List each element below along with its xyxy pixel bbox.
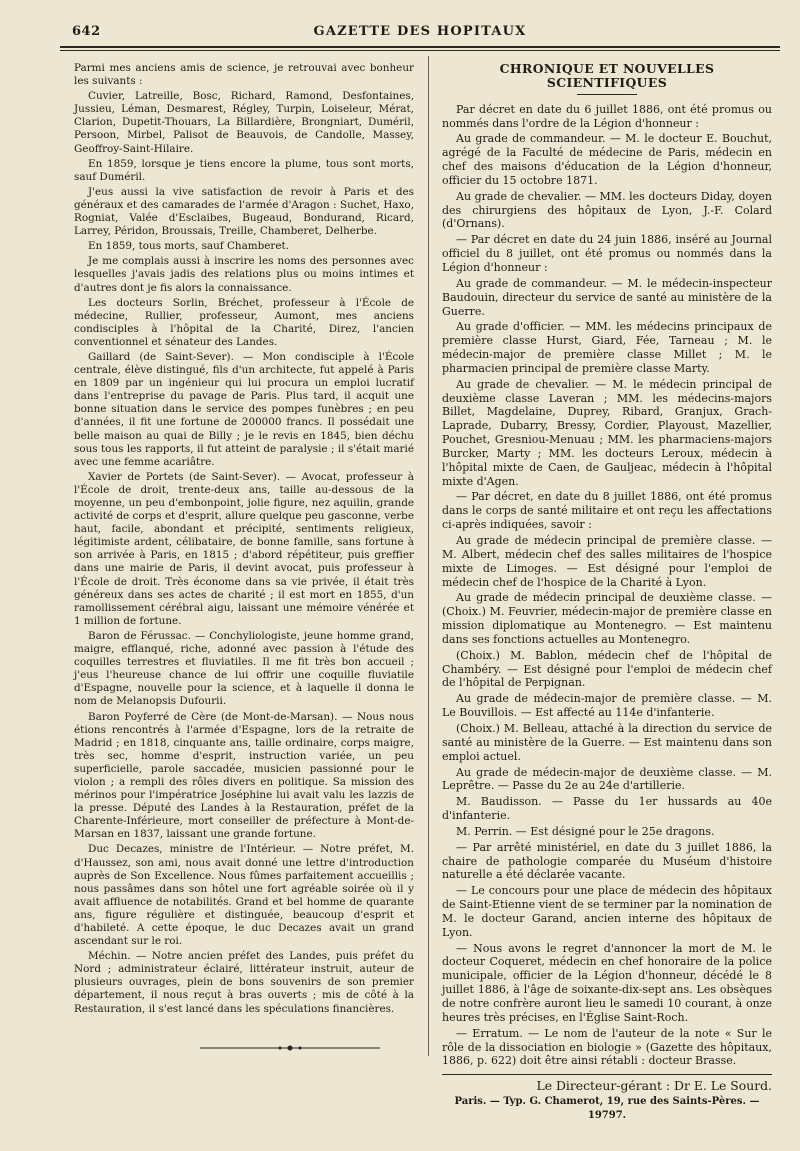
paragraph: — Le concours pour une place de médecin des hôpitaux de Saint-Etienne vient de se terminer par la nomination de M. le docteur Garand, ancien interne des hôpitaux de Lyon. xyxy=(442,884,772,939)
paragraph: En 1859, lorsque je tiens encore la plume, tous sont morts, sauf Duméril. xyxy=(74,157,414,183)
paragraph: (Choix.) M. Belleau, attaché à la direction du service de santé au ministère de la Guerre. — Est maintenu dans son emploi actuel. xyxy=(442,721,772,763)
paragraph: M. Perrin. — Est désigné pour le 25e dragons. xyxy=(456,824,715,838)
paragraph: Je me complais aussi à inscrire les noms des personnes avec lesquelles j'avais jadis des relations plus ou moins intimes et d'autres dont je fis alors la connaissance. xyxy=(74,255,414,294)
end-ornament xyxy=(200,1044,380,1052)
paragraph: Parmi mes anciens amis de science, je retrouvai avec bonheur les suivants : xyxy=(74,62,414,88)
paragraph: Au grade de médecin-major de première classe. — M. Le Bouvillois. — Est affecté au 114e d'infanterie. xyxy=(442,692,772,720)
paragraph: Xavier de Portets (de Saint-Sever). — Avocat, professeur à l'École de droit, trente-deux ans, taille au-dessous de la moyenne, un peu d'embonpoint, jolie figure, nez aquilin, grande activité de corps et d'esprit, allure quelque peu gasconne, verbe haut, facile, abondant et précipité, sentiments religieux, légitimiste ardent, célibataire, de bonne famille, sans fortune à son arrivée à Paris, en 1815 ; d'abord répétiteur, puis greffier dans une mairie de Paris, il devint avocat, puis professeur à l'École de droit. Très économe dans sa vie privée, il était très généreux dans ses actes de charité ; il est mort en 1855, d'un ramollissement cérébral aigu, laissant une mémoire vénérée et 1 million de fortune. xyxy=(74,470,414,627)
page-header xyxy=(60,22,780,44)
paragraph: Duc Decazes, ministre de l'Intérieur. — Notre préfet, M. d'Haussez, son ami, nous avait donné une lettre d'introduction auprès de Son Excellence. Nous fûmes parfaitement accueillis ; nous passâmes dans son hôtel une fort agréable soirée où il y avait affluence de notabilités. Grand et bel homme de quarante ans, figure régulière et distinguée, beaucoup d'esprit et d'habileté. A cette époque, le duc Decazes avait un grand ascendant sur le roi. xyxy=(74,843,414,948)
paragraph: M. Baudisson. — Passe du 1er hussards au 40e d'infanterie. xyxy=(442,795,772,823)
left-column xyxy=(74,62,414,1018)
paragraph: — Erratum. — Le nom de l'auteur de la note « Sur le rôle de la dissociation en biologie » (Gazette des hôpitaux, 1886, p. 622) doit être ainsi rétabli : docteur Brasse. xyxy=(442,1026,772,1068)
paragraph: Baron Poyferré de Cère (de Mont-de-Marsan). — Nous nous étions rencontrés à l'armée d'Espagne, lors de la retraite de Madrid ; en 1818, cinquante ans, taille ordinaire, corps maigre, très sec, homme d'esprit, instruction variée, un peu superficielle, parole saccadée, musicien passionné pour le violon ; a rempli des rôles divers en politique. Sa mission des mérinos pour l'impératrice Joséphine lui avait valu les lazzis de la presse. Député des Landes à la Restauration, préfet de la Charente-Inférieure, mort conseiller de préfecture à Mont-de-Marsan en 1837, laissant une grande fortune. xyxy=(74,710,414,841)
running-title: GAZETTE DES HOPITAUX xyxy=(313,24,527,39)
page-number: 642 xyxy=(72,24,101,39)
paragraph: Par décret en date du 6 juillet 1886, ont été promus ou nommés dans l'ordre de la Légion d'honneur : xyxy=(442,102,772,130)
column-separator xyxy=(428,56,429,1056)
paragraph: Au grade de commandeur. — M. le docteur E. Bouchut, agrégé de la Faculté de médecine de Paris, médecin en chef des maisons d'éducation de la Légion d'honneur, officier du 15 octobre 1871. xyxy=(442,132,772,187)
paragraph: — Par décret, en date du 8 juillet 1886, ont été promus dans le corps de santé militaire et ont reçu les affectations ci-après indiquées, savoir : xyxy=(442,490,772,532)
paragraph: (Choix.) M. Bablon, médecin chef de l'hôpital de Chambéry. — Est désigné pour l'emploi de médecin chef de l'hôpital de Perpignan. xyxy=(442,648,772,690)
section-title: CHRONIQUE ET NOUVELLES SCIENTIFIQUES xyxy=(499,61,715,90)
paragraph: Au grade de chevalier. — M. le médecin principal de deuxième classe Laveran ; MM. les médecins-majors Billet, Magdelaine, Duprey, Ribard, Granjux, Grach-Laprade, Dubarry, Bressy, Cordier, Playoust, Mazellier, Pouchet, Gresniou-Menuau ; MM. les pharmaciens-majors Burcker, Marty ; MM. les docteurs Leroux, médecin à l'hôpital mixte de Caen, de Gauljeac, médecin à l'hôpital mixte d'Agen. xyxy=(442,377,772,488)
paragraph: J'eus aussi la vive satisfaction de revoir à Paris et des généraux et des camarades de l'armée d'Aragon : Suchet, Haxo, Rogniat, Valée d'Esclaibes, Bugeaud, Bondurand, Ricard, Larrey, Péridon, Broussais, Treille, Chamberet, Delherbe. xyxy=(74,185,414,238)
paragraph: Cuvier, Latreille, Bosc, Richard, Ramond, Desfontaines, Jussieu, Léman, Desmarest, Régley, Turpin, Loiseleur, Mérat, Clarion, Dupetit-Thouars, La Billardière, Brongniart, Duméril, Persoon, Mirbel, Palisot de Beauvois, de Candolle, Massey, Geoffroy-Saint-Hilaire. xyxy=(74,90,414,155)
signature-rule xyxy=(442,1074,772,1075)
paragraph: Au grade de commandeur. — M. le médecin-inspecteur Baudouin, directeur du service de santé au ministère de la Guerre. xyxy=(442,276,772,318)
paragraph: Les docteurs Sorlin, Bréchet, professeur à l'École de médecine, Rullier, professeur, Aumont, mes anciens condisciples à l'hôpital de la Charité, Direz, l'ancien conventionnel et sénateur des Landes. xyxy=(74,296,414,348)
paragraph: Au grade d'officier. — MM. les médecins principaux de première classe Hurst, Giard, Fée, Tarneau ; M. le médecin-major de première classe Millet ; M. le pharmacien principal de première classe Marty. xyxy=(442,320,772,375)
right-column xyxy=(442,62,772,1123)
header-rule-thick xyxy=(60,46,780,48)
paragraph: Méchin. — Notre ancien préfet des Landes, puis préfet du Nord ; administrateur éclairé, littérateur instruit, auteur de plusieurs ouvrages, plein de bons souvenirs de son premier département, il nous reçut à bras ouverts ; mis de côté à la Restauration, il s'est lancé dans les spéculations financières. xyxy=(74,950,414,1015)
paragraph: Au grade de médecin principal de deuxième classe. — (Choix.) M. Feuvrier, médecin-major de première classe en mission diplomatique au Montenegro. — Est maintenu dans ses fonctions actuelles au Montenegro. xyxy=(442,591,772,646)
paragraph: En 1859, tous morts, sauf Chamberet. xyxy=(88,240,290,253)
header-rule-thin xyxy=(60,50,780,51)
paragraph: Baron de Férussac. — Conchyliologiste, jeune homme grand, maigre, efflanqué, riche, adonné avec passion à l'étude des coquilles terrestres et fluviatiles. Il me fit très bon accueil ; j'eus l'heureuse chance de lui offrir une coquille fluviatile d'Espagne, nouvelle pour la science, et à laquelle il donna le nom de Melanopsis Dufourii. xyxy=(74,629,414,708)
paragraph: Au grade de chevalier. — MM. les docteurs Diday, doyen des chirurgiens des hôpitaux de Lyon, J.-F. Colard (d'Ornans). xyxy=(442,189,772,231)
printer-imprint: Paris. — Typ. G. Chamerot, 19, rue des Saints-Pères. — 19797. xyxy=(454,1096,760,1121)
paragraph: Au grade de médecin principal de première classe. — M. Albert, médecin chef des salles militaires de l'hospice mixte de Limoges. — Est désigné pour l'emploi de médecin chef de l'hospice de la Charité à Lyon. xyxy=(442,534,772,589)
paragraph: — Par arrêté ministériel, en date du 3 juillet 1886, la chaire de pathologie comparée du Muséum d'histoire naturelle a été déclarée vacante. xyxy=(442,840,772,882)
paragraph: Au grade de médecin-major de deuxième classe. — M. Leprêtre. — Passe du 2e au 24e d'artillerie. xyxy=(442,765,772,793)
paragraph: — Nous avons le regret d'annoncer la mort de M. le docteur Coqueret, médecin en chef honoraire de la police municipale, officier de la Légion d'honneur, décédé le 8 juillet 1886, à l'âge de soixante-dix-sept ans. Les obsèques de notre confrère auront lieu le samedi 10 courant, à onze heures très précises, en l'Église Saint-Roch. xyxy=(442,941,772,1024)
director-signature: Le Directeur-gérant : Dr E. Le Sourd. xyxy=(536,1078,772,1094)
section-title-rule xyxy=(577,94,637,95)
paragraph: — Par décret en date du 24 juin 1886, inséré au Journal officiel du 8 juillet, ont été promus ou nommés dans la Légion d'honneur : xyxy=(442,233,772,274)
paragraph: Gaillard (de Saint-Sever). — Mon condisciple à l'École centrale, élève distingué, fils d'un architecte, fut appelé à Paris en 1809 par un ingénieur qui lui procura un emploi lucratif dans l'entreprise du pavage de Paris. Plus tard, il acquit une bonne situation dans le service des pompes funèbres ; en peu d'années, il fit une fortune de 200000 francs. Il possédait une belle maison au quai de Billy ; je le revis en 1845, bien déchu sous tous les rapports, il fut atteint de paralysie ; il s'était marié avec une femme acariâtre. xyxy=(74,350,414,468)
